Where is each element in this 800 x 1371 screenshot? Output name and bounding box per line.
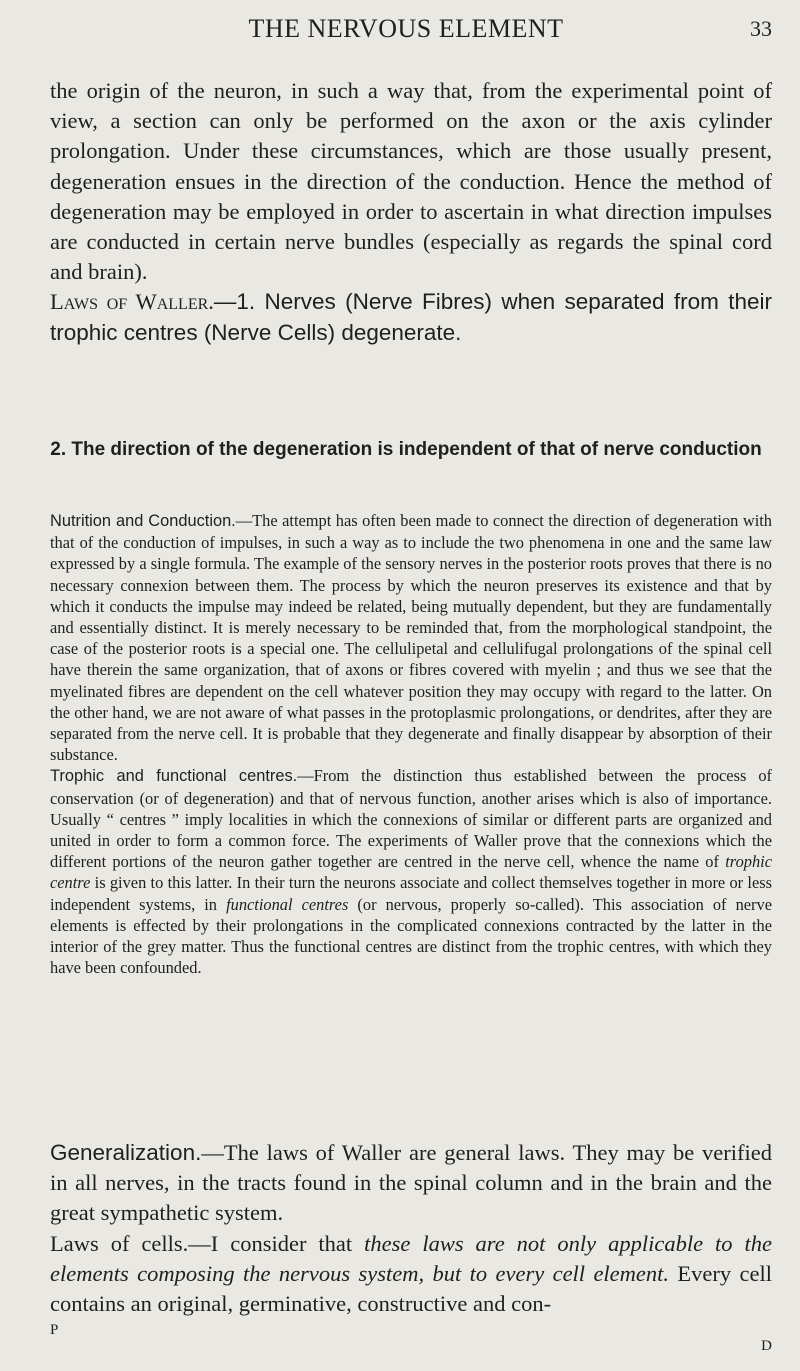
signature-mark-left: P [50,1322,59,1338]
laws-of-waller-text: —1. Nerves (Nerve Fibres) when separated from their trophic centres (Nerve Cells) degenerate. [50,289,772,345]
laws-of-cells-text-1: —I consider that [188,1230,365,1256]
generalization-paragraph [50,1138,772,1229]
functional-centres-term: functional centres [226,894,349,914]
trophic-lead: Trophic and functional centres. [50,767,298,786]
section-heading: 2. The direction of the degeneration is independent of that of nerve conduction [50,439,762,460]
page-header [40,14,772,54]
trophic-text-3: (or nervous, properly so-called). This association of nerve elements is effected by their prolongations in the complicated connexions contracted by the latter in the interior of the grey matter. Thus the functional centres are distinct from the trophic centres, with which they have been confounded. [50,894,772,978]
lower-text-block [50,510,772,978]
trophic-text-1: —From the distinction thus established between the process of conservation (or of degeneration) and that of nervous function, another arises which is also of importance. Usually “ centres ” imply localities in which the connexions of similar or different parts are organized and united in order to form a common force. The experiments of Waller prove that the connexions which the different portions of the neuron gather together are centred in the nerve cell, whence the name of [50,766,772,872]
trophic-centre-term: trophic centre [50,852,772,893]
generalization-lead: Generalization. [50,1140,202,1165]
nutrition-paragraph [50,510,772,765]
laws-of-cells-text-2: Every cell contains an original, germinative, constructive and con- [50,1260,772,1317]
running-title: THE NERVOUS ELEMENT [248,14,564,43]
laws-of-waller-paragraph [50,287,772,347]
upper-text-block [50,76,772,348]
trophic-paragraph [50,765,772,978]
page-number: 33 [750,16,772,41]
generalization-text: —The laws of Waller are general laws. They may be verified in all nerves, in the tracts found in the spinal column and in the brain and the great sympathetic system. [50,1140,772,1226]
signature-mark-right: D [761,1338,772,1354]
closing-text-block [50,1138,772,1319]
trophic-text-2: is given to this latter. In their turn the neurons associate and collect themselves together in more or less independent systems, in [50,873,772,914]
laws-of-waller-lead: Laws of Waller. [50,289,214,315]
laws-of-cells-lead: Laws of cells. [50,1230,189,1256]
nutrition-text: —The attempt has often been made to connect the direction of degeneration with that of the conduction of impulses, in such a way as to include the two phenomena in one and the same law expressed by a single formula. The example of the sensory nerves in the posterior roots proves that there is no necessary connexion between them. The process by which the neuron preserves its existence and that by which it conducts the impulse may indeed be related, being mutually dependent, but they are fundamentally and essentially distinct. It is merely necessary to be reminded that, from the morphological standpoint, the case of the posterior roots is a special one. The cellulipetal and cellulifugal prolongations of the spinal cell have therein the same organization, that of axons or fibres covered with myelin ; and thus we see that the myelinated fibres are dependent on the cell whatever position they may occupy with regard to the latter. On the other hand, we are not aware of what passes in the protoplasmic prolongations, or dendrites, after they are separated from the nerve cell. It is probable that they degenerate and finally disappear by absorption of their substance. [50,511,773,765]
opening-paragraph: the origin of the neuron, in such a way that, from the experimental point of view, a section can only be performed on the axon or the axis cylinder prolongation. Under these circumstances, which are those usually present, degeneration ensues in the direction of the conduction. Hence the method of degeneration may be employed in order to ascertain in what direction impulses are conducted in certain nerve bundles (especially as regards the spinal cord and brain). [50,78,772,285]
laws-of-cells-paragraph [50,1229,772,1320]
laws-of-cells-emphasis: these laws are not only applicable to the elements composing the nervous system, but to every cell element. [50,1230,772,1286]
nutrition-lead: Nutrition and Conduction. [50,512,236,530]
